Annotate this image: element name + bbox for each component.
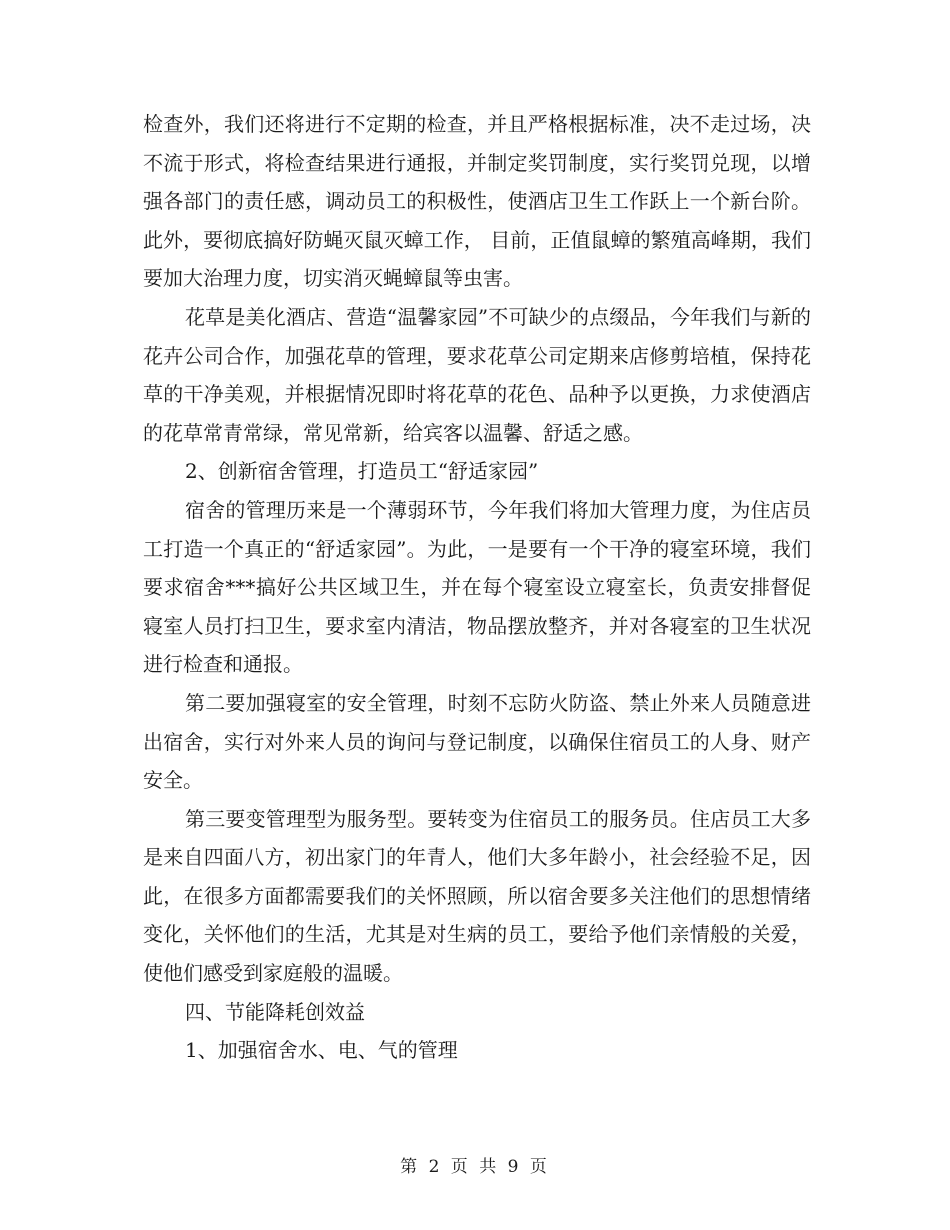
section-heading-dormitory: 2、创新宿舍管理，打造员工“舒适家园” bbox=[185, 459, 539, 484]
document-body bbox=[143, 105, 811, 1070]
paragraph-service-oriented: 第三要变管理型为服务型。要转变为住宿员工的服务员。住店员工大多是来自四面八方，初出家门的年青人，他们大多年龄小，社会经验不足，因此，在很多方面都需要我们的关怀照顾，所以宿舍要多关注他们的思想情绪变化，关怀他们的生活，尤其是对生病的员工，要给予他们亲情般的关爱，使他们感受到家庭般的温暖。 bbox=[143, 806, 811, 986]
paragraph-dormitory-safety: 第二要加强寝室的安全管理，时刻不忘防火防盗、禁止外来人员随意进出宿舍，实行对外来人员的询问与登记制度，以确保住宿员工的人身、财产安全。 bbox=[143, 690, 811, 793]
paragraph-dormitory-management: 宿舍的管理历来是一个薄弱环节，今年我们将加大管理力度，为住店员工打造一个真正的“舒适家园”。为此，一是要有一个干净的寝室环境，我们要求宿舍***搞好公共区域卫生，并在每个寝室设立寝室长，负责安排督促寝室人员打扫卫生，要求室内清洁，物品摆放整齐，并对各寝室的卫生状况进行检查和通报。 bbox=[143, 497, 811, 677]
section-heading-energy-saving: 四、节能降耗创效益 bbox=[185, 999, 365, 1024]
page-number-footer: 第 2 页 共 9 页 bbox=[400, 1157, 550, 1177]
paragraph-continuation: 检查外，我们还将进行不定期的检查，并且严格根据标准，决不走过场，决不流于形式，将检查结果进行通报，并制定奖罚制度，实行奖罚兑现，以增强各部门的责任感，调动员工的积极性，使酒店卫生工作跃上一个新台阶。此外，要彻底搞好防蝇灭鼠灭蟑工作， 目前，正值鼠蟑的繁殖高峰期，我们要加大治理力度，切实消灭蝇蟑鼠等虫害。 bbox=[143, 112, 811, 291]
paragraph-flowers: 花草是美化酒店、营造“温馨家园”不可缺少的点缀品，今年我们与新的花卉公司合作，加强花草的管理，要求花草公司定期来店修剪培植，保持花草的干净美观，并根据情况即时将花草的花色、品种予以更换，力求使酒店的花草常青常绿，常见常新，给宾客以温馨、舒适之感。 bbox=[143, 304, 811, 445]
section-heading-utilities: 1、加强宿舍水、电、气的管理 bbox=[185, 1038, 458, 1063]
